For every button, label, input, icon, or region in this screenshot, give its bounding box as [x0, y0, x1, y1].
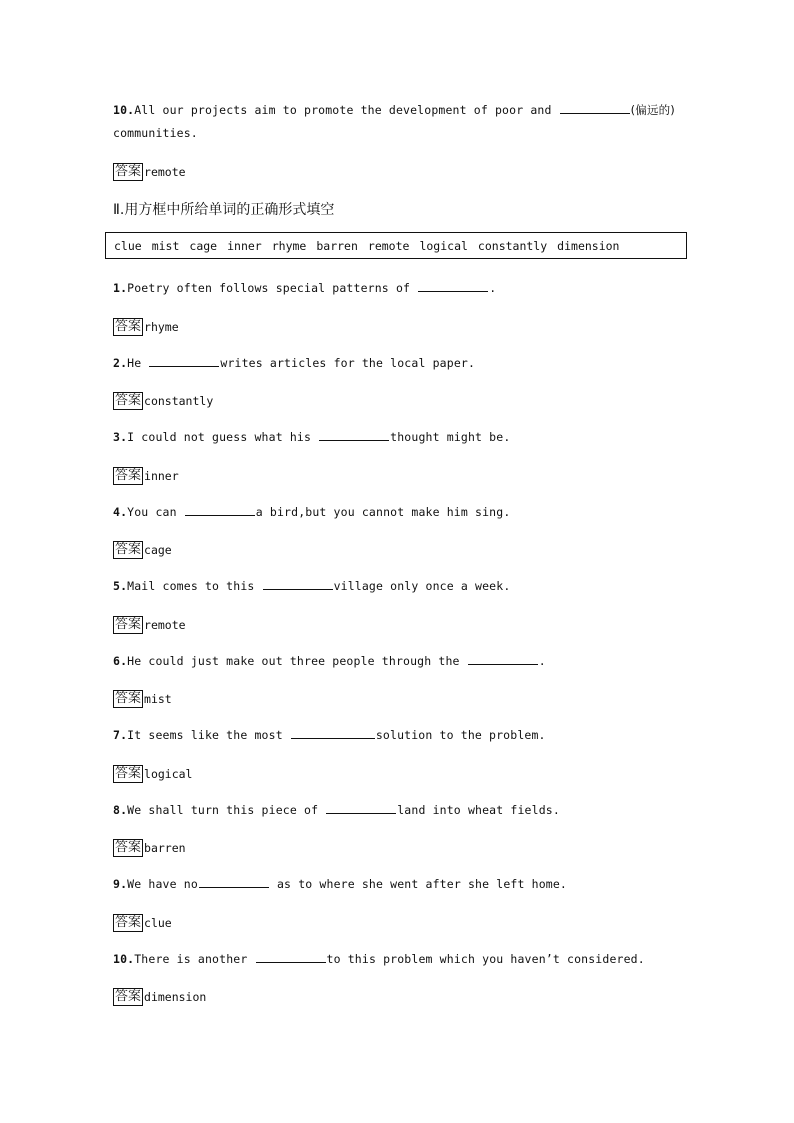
section-title: Ⅱ.用方框中所给单词的正确形式填空	[113, 202, 335, 218]
question-10	[113, 951, 645, 966]
question-text-before: There is another	[134, 952, 255, 966]
question-text-before: I could not guess what his	[127, 430, 319, 444]
question-number: 5.	[113, 579, 128, 593]
answer-text: dimension	[144, 989, 207, 1004]
answer-badge: 答案	[115, 318, 142, 334]
answer-row	[113, 316, 179, 336]
question-number: 10.	[113, 103, 135, 117]
answer-text: mist	[144, 691, 172, 706]
answer-row	[113, 986, 206, 1006]
answer-badge: 答案	[115, 839, 142, 855]
word-option: clue	[114, 239, 142, 253]
answer-blank[interactable]	[149, 355, 219, 367]
question-text-after: to this problem which you haven’t considered.	[326, 952, 645, 966]
word-option: cage	[189, 239, 218, 253]
answer-text: inner	[144, 468, 179, 483]
prev-answer-row	[113, 161, 186, 181]
answer-row	[113, 837, 186, 857]
answer-badge: 答案	[115, 765, 142, 781]
word-option: barren	[316, 239, 358, 253]
question-text-after: thought might be.	[390, 430, 511, 444]
answer-badge: 答案	[115, 541, 142, 557]
question-number: 4.	[113, 505, 128, 519]
answer-blank[interactable]	[185, 504, 255, 516]
question-text-before: We have no	[127, 877, 198, 891]
prev-question-10	[113, 102, 675, 118]
answer-text: cage	[144, 542, 172, 557]
answer-row	[113, 614, 186, 634]
answer-row	[113, 912, 172, 932]
question-text-before: He could just make out three people through the	[127, 654, 467, 668]
answer-blank[interactable]	[319, 429, 389, 441]
question-3	[113, 429, 510, 444]
answer-row	[113, 763, 192, 783]
question-number: 3.	[113, 430, 128, 444]
question-text-before: It seems like the most	[127, 728, 290, 742]
question-6	[113, 653, 546, 668]
question-text-after: writes articles for the local paper.	[220, 356, 476, 370]
answer-blank[interactable]	[199, 876, 269, 888]
question-text-after: a bird,but you cannot make him sing.	[255, 505, 511, 519]
question-number: 2.	[113, 356, 128, 370]
question-1	[113, 280, 496, 295]
answer-text: logical	[144, 766, 193, 781]
question-text-after: as to where she went after she left home.	[269, 877, 567, 891]
question-number: 6.	[113, 654, 128, 668]
answer-text: remote	[144, 164, 186, 179]
word-box	[105, 232, 687, 259]
question-hint: (偏远的)	[630, 103, 675, 117]
word-option: inner	[227, 239, 262, 253]
question-4	[113, 504, 510, 519]
answer-blank[interactable]	[263, 578, 333, 590]
question-number: 7.	[113, 728, 128, 742]
question-2	[113, 355, 475, 370]
answer-text: remote	[144, 617, 186, 632]
answer-row	[113, 465, 179, 485]
answer-text: constantly	[144, 393, 214, 408]
question-number: 8.	[113, 803, 128, 817]
word-option: logical	[419, 239, 468, 253]
answer-text: rhyme	[144, 319, 179, 334]
answer-blank[interactable]	[560, 102, 630, 114]
answer-text: barren	[144, 840, 186, 855]
answer-row	[113, 539, 172, 559]
question-text-before: Poetry often follows special patterns of	[127, 281, 418, 295]
question-text-after: .	[489, 281, 497, 295]
answer-badge: 答案	[115, 988, 142, 1004]
question-number: 10.	[113, 952, 135, 966]
question-8	[113, 802, 560, 817]
answer-badge: 答案	[115, 467, 142, 483]
answer-blank[interactable]	[326, 802, 396, 814]
word-option: dimension	[557, 239, 620, 253]
answer-row	[113, 390, 213, 410]
answer-badge: 答案	[115, 690, 142, 706]
word-option: constantly	[477, 239, 548, 253]
word-option: remote	[367, 239, 410, 253]
question-text-before: You can	[127, 505, 184, 519]
answer-text: clue	[144, 915, 172, 930]
question-number: 1.	[113, 281, 128, 295]
question-9	[113, 876, 567, 891]
prev-question-10-line2: communities.	[113, 126, 198, 140]
question-text-before: He	[127, 356, 149, 370]
answer-blank[interactable]	[256, 951, 326, 963]
answer-blank[interactable]	[468, 653, 538, 665]
answer-blank[interactable]	[291, 727, 375, 739]
answer-blank[interactable]	[418, 280, 488, 292]
word-option: mist	[151, 239, 180, 253]
question-7	[113, 727, 546, 742]
answer-badge: 答案	[115, 163, 142, 179]
answer-row	[113, 688, 172, 708]
question-text-after: village only once a week.	[333, 579, 511, 593]
question-number: 9.	[113, 877, 128, 891]
answer-badge: 答案	[115, 392, 142, 408]
question-text-after: solution to the problem.	[375, 728, 546, 742]
question-text-before: Mail comes to this	[127, 579, 262, 593]
question-text-before: All our projects aim to promote the development of poor and	[134, 103, 559, 117]
word-option: rhyme	[271, 239, 307, 253]
answer-badge: 答案	[115, 616, 142, 632]
answer-badge: 答案	[115, 914, 142, 930]
question-text-after: .	[538, 654, 546, 668]
question-text-before: We shall turn this piece of	[127, 803, 326, 817]
question-text-after: land into wheat fields.	[397, 803, 560, 817]
question-5	[113, 578, 510, 593]
